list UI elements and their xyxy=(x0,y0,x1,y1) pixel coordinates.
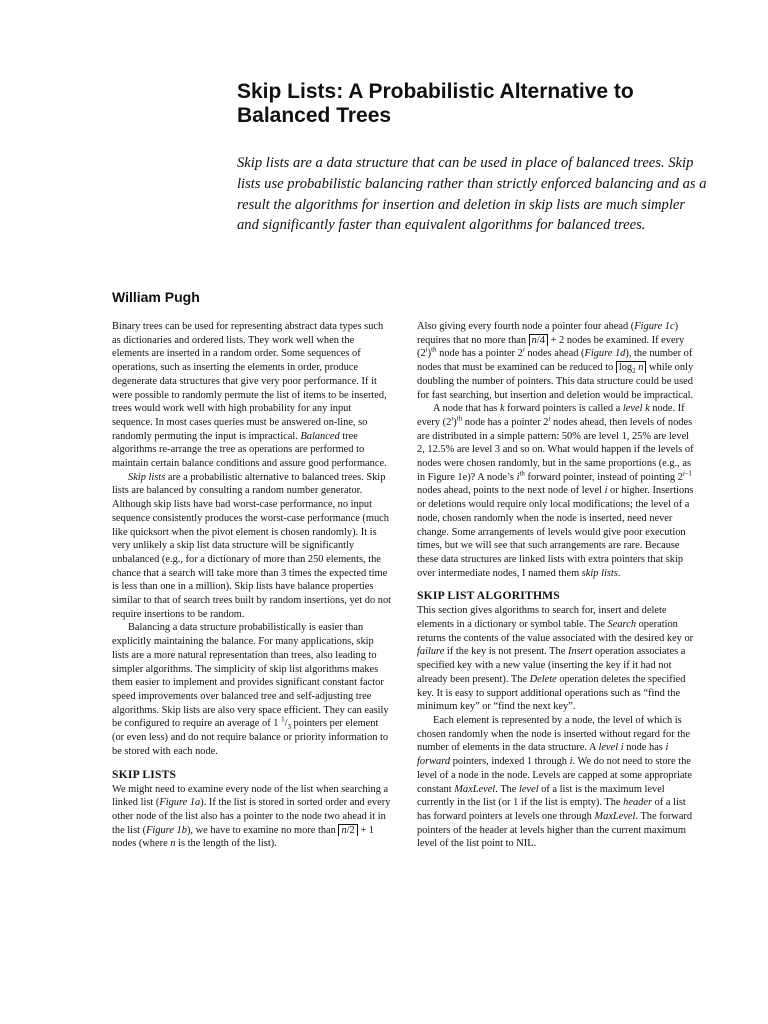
paragraph: Each element is represented by a node, the level of which is chosen randomly when the node is inserted without regard for the number of elements in the data structure. A level i node has i forward pointers, indexed 1 through i. We do not need to store the level of a node in the node. Levels are capped at some appropriate constant MaxLevel. The level of a list is the maximum level currently in the list (or 1 if the list is empty). The header of a list has forward pointers at levels one through MaxLevel. The forward pointers of the header at levels higher than the current maximum level of the list point to NIL. xyxy=(417,714,693,850)
left-column xyxy=(112,320,392,851)
paragraph: Balancing a data structure probabilistically is easier than explicitly maintaining the balance. For many applications, skip lists are a more natural representation than trees, also leading to simpler algorithms. The simplicity of skip list algorithms makes them easier to implement and provides significant constant factor speed improvements over balanced tree and self-adjusting tree algorithms. Skip lists are also very space efficient. They can easily be configured to require an average of 1 $^1/_3$ pointers per element (or even less) and do not require balance or priority information to be stored with each node. xyxy=(112,622,389,757)
right-column xyxy=(417,320,697,851)
section-heading-skip-list-algorithms: SKIP LIST ALGORITHMS xyxy=(417,589,560,603)
paper-title: Skip Lists: A Probabilistic Alternative to Balanced Trees xyxy=(237,80,634,127)
abstract: Skip lists are a data structure that can be used in place of balanced trees. Skip lists use probabilistic balancing rather than strictly enforced balancing and as a result the algorithms for insertion and deletion in skip lists are much simpler and significantly faster than equivalent algorithms for balanced trees. xyxy=(237,155,707,234)
author-name: William Pugh xyxy=(112,289,200,305)
paragraph: Skip lists are a probabilistic alternative to balanced trees. Skip lists are balanced by consulting a random number generator. Although skip lists have bad worst-case performance, no input sequence consistently produces the worst-case performance (much like quicksort when the pivot element is chosen randomly). It is very unlikely a skip list data structure will be significantly unbalanced (e.g., for a dictionary of more than 250 elements, the chance that a search will take more than 3 times the expected time is less than one in a million). Skip lists have balance properties similar to that of search trees built by random insertions, yet do not require insertions to be random. xyxy=(112,471,392,620)
paragraph: This section gives algorithms to search for, insert and delete elements in a dictionary or symbol table. The Search operation returns the contents of the value associated with the desired key or failure if the key is not present. The Insert operation associates a specified key with a new value (inserting the key if it had not already been present). The Delete operation deletes the specified key. It is easy to support additional operations such as “find the minimum key” or “find the next key”. xyxy=(417,605,694,713)
section-heading-skip-lists: SKIP LISTS xyxy=(112,767,177,781)
paragraph: Binary trees can be used for representing abstract data types such as dictionaries and ordered lists. They work well when the elements are inserted in a random order. Some sequences of operations, such as inserting the elements in order, produce degenerate data structures that give very poor performance. If it were possible to randomly permute the list of items to be inserted, trees would work well with high probability for any input sequence. In most cases queries must be answered on-line, so randomly permuting the input is impractical. Balanced tree algorithms re-arrange the tree as operations are performed to maintain certain balance conditions and assure good performance. xyxy=(112,321,387,470)
paragraph: Also giving every fourth node a pointer four ahead (Figure 1c) requires that no more than n/4 + 2 nodes be examined. If every $(2^i)^{th}$ node has a pointer 2$^i$ nodes ahead (Figure 1d), the number of nodes that must be examined can be reduced to $\log_2 n$ while only doubling the number of pointers. This data structure could be used for fast searching, but insertion and deletion would be impractical. xyxy=(417,321,694,401)
paragraph: A node that has k forward pointers is called a level k node. If every $(2^i)^{th}$ node has a pointer 2$^i$ nodes ahead, then levels of nodes are distributed in a simple pattern: 50% are level 1, 25% are level 2, 12.5% are level 3 and so on. What would happen if the levels of nodes were chosen randomly, but in the same proportions (e.g., as in Figure 1e)? A node’s $i^{th}$ forward pointer, instead of pointing 2$^{i-1}$ nodes ahead, points to the next node of level i or higher. Insertions or deletions would require only local modifications; the level of a node, chosen randomly when the node is inserted, need never change. Some arrangements of levels would give poor execution times, but we will see that such arrangements are rare. Because these data structures are linked lists with extra pointers that skip over intermediate nodes, I named them skip lists. xyxy=(417,403,694,579)
paragraph: We might need to examine every node of the list when searching a linked list (Figure 1a). If the list is stored in sorted order and every other node of the list also has a pointer to the node two ahead it in the list (Figure 1b), we have to examine no more than n/2 + 1 nodes (where n is the length of the list). xyxy=(112,783,391,850)
